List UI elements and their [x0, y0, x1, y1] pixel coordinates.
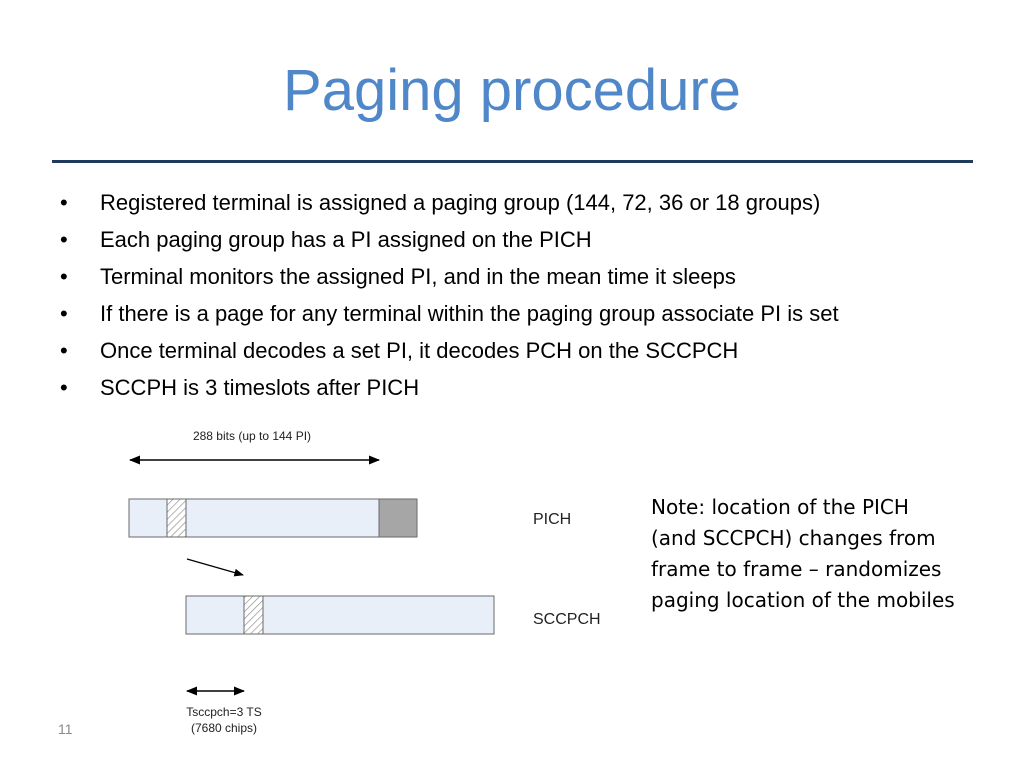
bullet-marker: •	[60, 227, 68, 252]
bullet-marker: •	[60, 301, 68, 326]
note-line: (and SCCPCH) changes from	[651, 526, 936, 550]
sccpch-frame-body	[186, 596, 494, 634]
bullet-text: SCCPH is 3 timeslots after PICH	[100, 375, 420, 400]
bullet-marker: •	[60, 338, 68, 363]
bullet-text: Terminal monitors the assigned PI, and in the mean time it sleeps	[100, 264, 736, 289]
pi-to-pch-arrow	[187, 559, 243, 575]
bullet-text: Registered terminal is assigned a paging group (144, 72, 36 or 18 groups)	[100, 190, 821, 215]
bullet-text: Once terminal decodes a set PI, it decodes PCH on the SCCPCH	[100, 338, 739, 363]
sccpch-paging-message	[244, 596, 263, 634]
sccpch-label: SCCPCH	[533, 611, 601, 628]
note-line: paging location of the mobiles	[651, 588, 955, 612]
note-line: frame to frame – randomizes	[651, 557, 942, 581]
offset-label-line1: Tsccpch=3 TS	[186, 705, 262, 719]
slide-title: Paging procedure	[283, 58, 741, 123]
pich-unused-bits	[379, 499, 417, 537]
bullet-text: Each paging group has a PI assigned on the PICH	[100, 227, 592, 252]
sccpch-frame	[186, 596, 494, 634]
bullet-marker: •	[60, 375, 68, 400]
bullet-text: If there is a page for any terminal within the paging group associate PI is set	[100, 301, 839, 326]
bullet-marker: •	[60, 264, 68, 289]
pich-paging-indicator	[167, 499, 186, 537]
page-number: 11	[58, 721, 73, 737]
bits-span-label: 288 bits (up to 144 PI)	[192, 429, 312, 443]
pich-label: PICH	[533, 511, 572, 528]
offset-label-line2: (7680 chips)	[190, 721, 258, 735]
note-line: Note: location of the PICH	[651, 495, 909, 519]
bullet-marker: •	[60, 190, 68, 215]
note-text	[651, 492, 1001, 616]
pich-frame	[129, 499, 417, 537]
